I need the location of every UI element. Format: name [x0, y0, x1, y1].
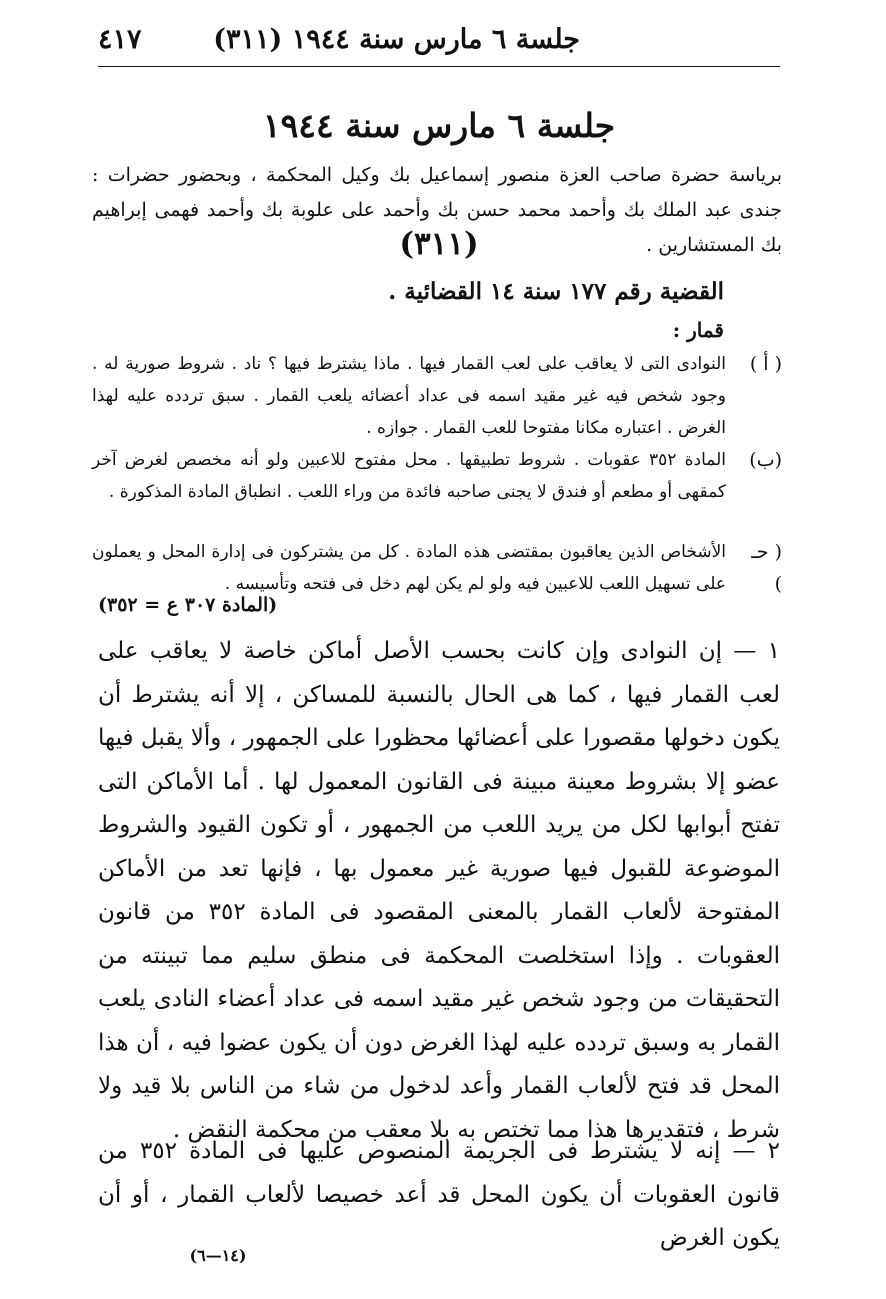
running-head: [98, 22, 780, 62]
session-title: جلسة ٦ مارس سنة ١٩٤٤: [262, 106, 616, 145]
article-reference: (المادة ٣٠٧ ع = ٣٥٢): [98, 594, 278, 616]
signature-mark: (١٤—٦): [189, 1246, 247, 1265]
headnote-text: النوادى التى لا يعاقب على لعب القمار فيها . ماذا يشترط فيها ؟ ناد . شروط صورية له . وجود شخص فيه غير مقيد اسمه فى عداد أعضائه يلعب القمار . سبق تردده عليه لهذا الغرض . اعتباره مكانا مفتوحا للعب القمار . جوازه .: [92, 354, 726, 438]
headnote-marker: ( حـ ): [751, 541, 782, 595]
headnote-marker: (ب): [749, 449, 782, 471]
headnote-c: [92, 536, 782, 600]
topic-heading: قمار :: [672, 318, 724, 342]
case-number: القضية رقم ١٧٧ سنة ١٤ القضائية .: [388, 278, 724, 305]
headnote-a: [92, 348, 782, 444]
ruling-number: (٣١١): [399, 226, 479, 262]
page-number: ٤١٧: [98, 24, 142, 55]
headnote-b: [92, 444, 782, 508]
headnote-text: الأشخاص الذين يعاقبون بمقتضى هذه المادة . كل من يشتركون فى إدارة المحل و يعملون على تسهيل اللعب للاعبين فيه ولو لم يكن لهم دخل فى فتحه وتأسيسه .: [92, 542, 726, 594]
headnote-marker: ( أ ): [749, 353, 782, 375]
headnote-text: المادة ٣٥٢ عقوبات . شروط تطبيقها . محل مفتوح للاعبين ولو أنه مخصص لغرض آخر كمقهى أو مطعم أو فندق لا يجنى صاحبه فائدة من وراء اللعب . انطباق المادة المذكورة .: [92, 450, 726, 502]
presidency-paragraph: برياسة حضرة صاحب العزة منصور إسماعيل بك وكيل المحكمة ، وبحضور حضرات : جندى عبد الملك بك وأحمد محمد حسن بك وأحمد على علوبة بك وأحمد فهمى إبراهيم بك المستشارين .: [92, 164, 782, 256]
running-head-title: جلسة ٦ مارس سنة ١٩٤٤ (٣١١): [213, 24, 580, 55]
body-paragraph-2: ٢ — إنه لا يشترط فى الجريمة المنصوص عليها فى المادة ٣٥٢ من قانون العقوبات أن يكون المحل قد أعد خصيصا لألعاب القمار ، أو أن يكون الغرض: [98, 1138, 780, 1251]
body-paragraph-1: ١ — إن النوادى وإن كانت بحسب الأصل أماكن خاصة لا يعاقب على لعب القمار فيها ، كما هى الحال بالنسبة للمساكن ، إلا أنه يشترط أن يكون دخولها مقصورا على أعضائها محظورا على الجمهور ، وألا يقبل فيها عضو إلا بشروط معينة مبينة فى القانون المعمول لها . أما الأماكن التى تفتح أبوابها لكل من يريد اللعب من الجمهور ، أو تكون القيود والشروط الموضوعة للقبول فيها صورية غير معمول بها ، فإنها تعد من الأماكن المفتوحة لألعاب القمار بالمعنى المقصود فى المادة ٣٥٢ من قانون العقوبات . وإذا استخلصت المحكمة فى منطق سليم مما تبينته من التحقيقات من وجود شخص غير مقيد اسمه فى عداد أعضاء النادى يلعب القمار به وسبق تردده عليه لهذا الغرض دون أن يكون عضوا فيه ، أن هذا المحل قد فتح لألعاب القمار وأعد لدخول من شاء من الناس بلا قيد ولا شرط ، فتقديرها هذا مما تختص به بلا معقب من محكمة النقض .: [98, 638, 780, 1143]
header-rule: [98, 66, 780, 67]
